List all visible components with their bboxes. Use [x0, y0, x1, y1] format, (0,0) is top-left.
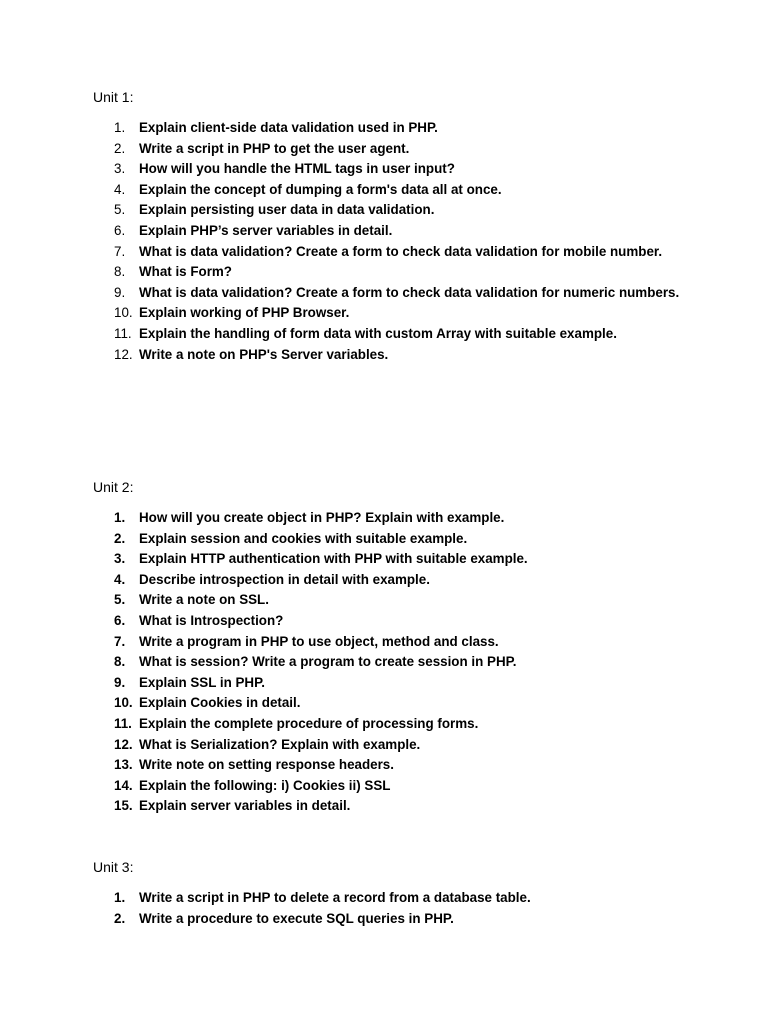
item-number: 3.	[114, 161, 126, 177]
item-number: 7.	[114, 633, 126, 649]
item-number: 4.	[114, 571, 126, 587]
item-text: What is Serialization? Explain with example.	[139, 736, 421, 752]
list-item	[93, 755, 699, 776]
item-number: 5.	[114, 202, 126, 218]
item-text: Explain SSL in PHP.	[139, 674, 266, 690]
item-text: What is session? Write a program to create session in PHP.	[139, 654, 517, 670]
item-text: Write a procedure to execute SQL queries in PHP.	[139, 910, 454, 926]
item-number: 3.	[114, 551, 126, 567]
list-item	[93, 693, 699, 714]
item-text: Explain client-side data validation used in PHP.	[139, 120, 438, 135]
item-number: 4.	[114, 181, 126, 197]
item-text: Write a note on SSL.	[139, 592, 269, 608]
item-number: 1.	[114, 510, 126, 525]
list-item	[93, 118, 699, 139]
item-text: Write a script in PHP to delete a record from a database table.	[139, 890, 531, 905]
unit-title: Unit 2:	[93, 479, 134, 495]
item-text: Write a script in PHP to get the user agent.	[139, 140, 410, 156]
item-number: 1.	[114, 890, 126, 905]
unit-title: Unit 1:	[93, 89, 134, 105]
item-number: 1.	[114, 120, 126, 135]
question-list	[93, 508, 693, 817]
item-number: 7.	[114, 243, 126, 259]
item-text: Write a note on PHP's Server variables.	[139, 346, 389, 362]
list-item	[93, 262, 699, 283]
item-text: Explain the following: i) Cookies ii) SSL	[139, 777, 391, 793]
item-text: Explain the concept of dumping a form's data all at once.	[139, 181, 502, 197]
list-item	[93, 180, 699, 201]
list-item	[93, 200, 699, 221]
list-item	[93, 283, 699, 304]
item-number: 2.	[114, 910, 126, 926]
item-number: 14.	[114, 777, 133, 793]
item-number: 11.	[114, 715, 132, 731]
list-item	[93, 570, 699, 591]
item-number: 5.	[114, 592, 126, 608]
list-item	[93, 345, 699, 366]
list-item	[93, 652, 699, 673]
item-number: 6.	[114, 222, 126, 238]
item-text: Describe introspection in detail with example.	[139, 571, 430, 587]
item-text: Explain working of PHP Browser.	[139, 305, 350, 321]
list-item	[93, 714, 699, 735]
list-item	[93, 159, 699, 180]
item-text: Explain PHP’s server variables in detail.	[139, 222, 393, 238]
item-number: 2.	[114, 530, 126, 546]
item-number: 12.	[114, 736, 133, 752]
question-list	[93, 888, 693, 929]
item-text: Explain HTTP authentication with PHP with suitable example.	[139, 551, 528, 567]
item-text: Explain session and cookies with suitable example.	[139, 530, 468, 546]
list-item	[93, 888, 699, 909]
unit-title: Unit 3:	[93, 859, 134, 875]
item-text: Explain server variables in detail.	[139, 798, 351, 814]
list-item	[93, 776, 699, 797]
item-number: 10.	[114, 695, 133, 711]
item-text: What is data validation? Create a form to check data validation for numeric numbers.	[139, 284, 680, 300]
list-item	[93, 796, 699, 817]
list-item	[93, 324, 699, 345]
list-item	[93, 529, 699, 550]
item-text: What is Form?	[139, 264, 232, 280]
list-item	[93, 909, 699, 930]
question-list	[93, 118, 693, 365]
list-item	[93, 590, 699, 611]
item-number: 13.	[114, 757, 133, 773]
item-number: 8.	[114, 264, 126, 280]
unit-3-section	[93, 858, 693, 929]
list-item	[93, 632, 699, 653]
item-number: 9.	[114, 284, 126, 300]
list-item	[93, 549, 699, 570]
item-text: How will you handle the HTML tags in user input?	[139, 161, 455, 177]
list-item	[93, 242, 699, 263]
item-number: 6.	[114, 612, 126, 628]
item-text: What is Introspection?	[139, 612, 284, 628]
unit-1-section	[93, 88, 693, 365]
item-text: Explain Cookies in detail.	[139, 695, 301, 711]
item-text: Explain the handling of form data with custom Array with suitable example.	[139, 325, 617, 341]
item-number: 12.	[114, 346, 133, 362]
item-text: Write a program in PHP to use object, method and class.	[139, 633, 499, 649]
list-item	[93, 611, 699, 632]
list-item	[93, 221, 699, 242]
item-number: 2.	[114, 140, 126, 156]
unit-2-section	[93, 478, 693, 817]
item-number: 8.	[114, 654, 126, 670]
item-text: Write note on setting response headers.	[139, 757, 394, 773]
item-text: Explain the complete procedure of processing forms.	[139, 715, 479, 731]
list-item	[93, 303, 699, 324]
item-number: 10.	[114, 305, 133, 321]
list-item	[93, 508, 699, 529]
item-text: How will you create object in PHP? Explain with example.	[139, 510, 505, 525]
item-text: Explain persisting user data in data validation.	[139, 202, 435, 218]
item-text: What is data validation? Create a form to check data validation for mobile number.	[139, 243, 663, 259]
list-item	[93, 139, 699, 160]
item-number: 11.	[114, 325, 132, 341]
list-item	[93, 673, 699, 694]
item-number: 15.	[114, 798, 133, 814]
item-number: 9.	[114, 674, 126, 690]
list-item	[93, 735, 699, 756]
